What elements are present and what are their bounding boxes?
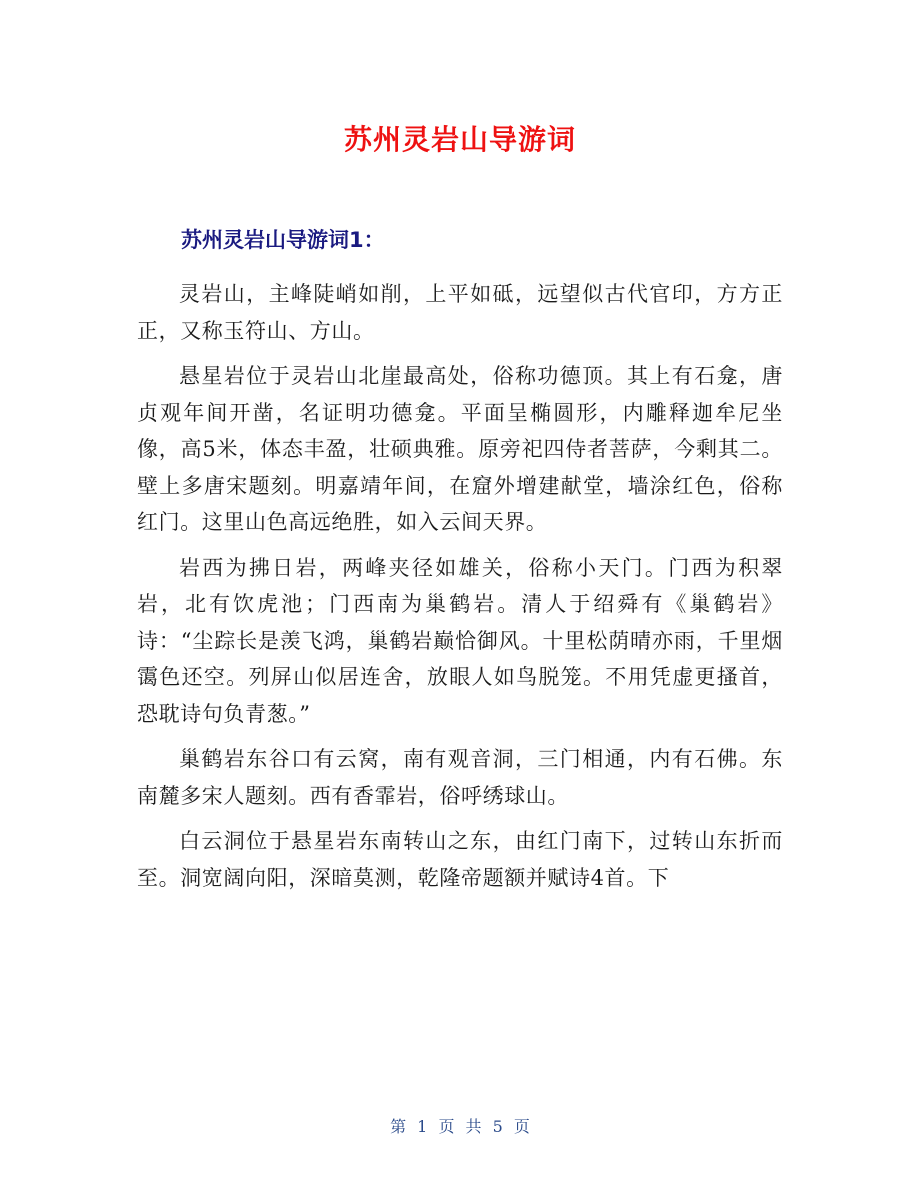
document-body	[137, 276, 783, 905]
paragraph: 灵岩山，主峰陡峭如削，上平如砥，远望似古代官印，方方正正，又称玉符山、方山。	[137, 282, 783, 343]
section-heading: 苏州灵岩山导游词1：	[181, 228, 385, 252]
paragraph: 巢鹤岩东谷口有云窝，南有观音洞，三门相通，内有石佛。东南麓多宋人题刻。西有香霏岩，俗呼绣球山。	[137, 747, 783, 808]
paragraph: 悬星岩位于灵岩山北崖最高处，俗称功德顶。其上有石龛，唐贞观年间开凿，名证明功德龛。平面呈椭圆形，内雕释迦牟尼坐像，高5米，体态丰盈，壮硕典雅。原旁祀四侍者菩萨，今剩其二。壁上多唐宋题刻。明嘉靖年间，在窟外增建献堂，墙涂红色，俗称红门。这里山色高远绝胜，如入云间天界。	[137, 364, 783, 534]
paragraph: 岩西为拂日岩，两峰夹径如雄关，俗称小天门。门西为积翠岩，北有饮虎池；门西南为巢鹤岩。清人于绍舜有《巢鹤岩》诗：“尘踪长是羡飞鸿，巢鹤岩巅恰御风。十里松荫晴亦雨，千里烟霭色还空。列屏山似居连舍，放眼人如鸟脱笼。不用凭虚更搔首，恐耽诗句负青葱。”	[137, 555, 783, 726]
paragraph: 白云洞位于悬星岩东南转山之东，由红门南下，过转山东折而至。洞宽阔向阳，深暗莫测，乾隆帝题额并赋诗4首。下	[137, 829, 783, 890]
document-title: 苏州灵岩山导游词	[343, 123, 576, 156]
page-footer: 第 1 页 共 5 页	[390, 1117, 530, 1136]
